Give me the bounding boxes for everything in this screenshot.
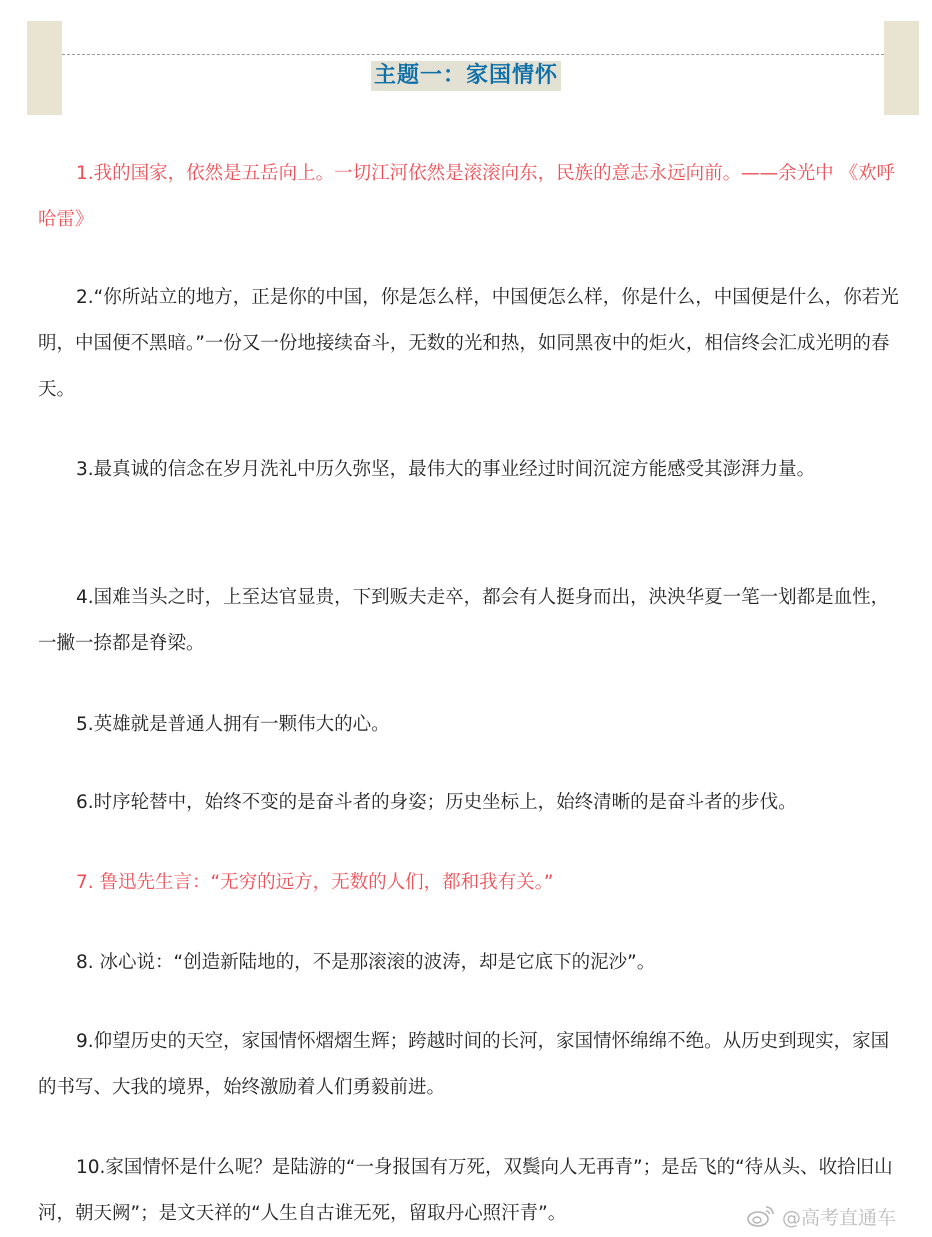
quote-item-8: 8. 冰心说：“创造新陆地的，不是那滚滚的波涛，却是它底下的泥沙”。 [76,952,656,973]
quote-item-10: 10.家国情怀是什么呢？是陆游的“一身报国有万死，双鬓向人无再青”；是岳飞的“待从头、收拾旧山河，朝天阙”；是文天祥的“人生自古谁无死，留取丹心照汗青”。 [38,1157,893,1224]
quote-item-5: 5.英雄就是普通人拥有一颗伟大的心。 [76,714,390,735]
quote-item-3: 3.最真诚的信念在岁月洗礼中历久弥坚，最伟大的事业经过时间沉淀方能感受其澎湃力量。 [76,459,816,480]
watermark [746,1200,896,1232]
quote-item-1: 1.我的国家，依然是五岳向上。一切江河依然是滚滚向东，民族的意志永远向前。——余光中 《欢呼哈雷》 [38,163,896,230]
quote-item-6: 6.时序轮替中，始终不变的是奋斗者的身姿；历史坐标上，始终清晰的是奋斗者的步伐。 [76,792,797,813]
header [0,61,932,91]
weibo-icon [746,1204,776,1228]
page-title: 主题一：家国情怀 [371,61,561,91]
quote-item-7: 7. 鲁迅先生言：“无穷的远方，无数的人们，都和我有关。” [76,872,554,893]
quote-item-4: 4.国难当头之时，上至达官显贵，下到贩夫走卒，都会有人挺身而出，泱泱华夏一笔一划都是血性，一撇一捺都是脊梁。 [38,587,890,654]
quote-item-2: 2.“你所站立的地方，正是你的中国，你是怎么样，中国便怎么样，你是什么，中国便是什么，你若光明，中国便不黑暗。”一份又一份地接续奋斗，无数的光和热，如同黑夜中的炬火，相信终会汇成光明的春天。 [38,287,899,400]
watermark-text: @高考直通车 [782,1206,897,1229]
header-dashed-divider [62,54,884,55]
quote-item-9: 9.仰望历史的天空，家国情怀熠熠生辉；跨越时间的长河，家国情怀绵绵不绝。从历史到现实，家国的书写、大我的境界，始终激励着人们勇毅前进。 [38,1031,890,1098]
